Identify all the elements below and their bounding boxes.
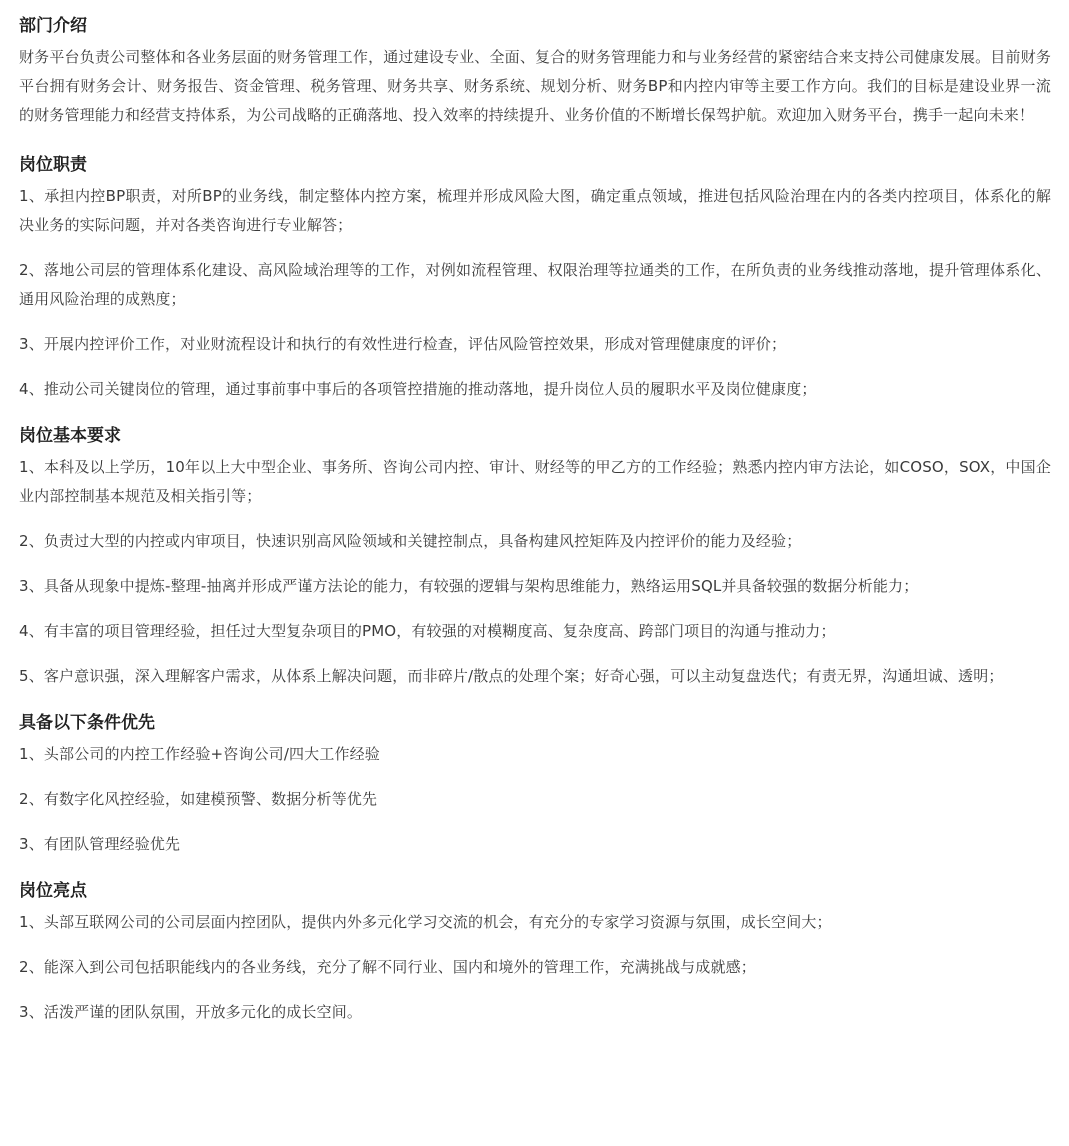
- section-title-duties: 岗位职责: [19, 155, 87, 175]
- section-preferred: [19, 709, 1051, 859]
- section-title-intro: 部门介绍: [19, 16, 87, 36]
- duty-item: 2、落地公司层的管理体系化建设、高风险域治理等的工作，对例如流程管理、权限治理等拉通类的工作，在所负责的业务线推动落地，提升管理体系化、通用风险治理的成熟度；: [19, 261, 1051, 308]
- preferred-item: 3、有团队管理经验优先: [19, 835, 181, 853]
- section-highlights: [19, 877, 1051, 1027]
- duty-item: 3、开展内控评价工作，对业财流程设计和执行的有效性进行检查，评估风险管控效果，形成对管理健康度的评价；: [19, 335, 787, 353]
- section-requirements: [19, 422, 1051, 691]
- requirement-item: 4、有丰富的项目管理经验，担任过大型复杂项目的PMO，有较强的对模糊度高、复杂度高、跨部门项目的沟通与推动力；: [19, 622, 836, 640]
- highlight-item: 2、能深入到公司包括职能线内的各业务线，充分了解不同行业、国内和境外的管理工作，充满挑战与成就感；: [19, 958, 756, 976]
- section-title-highlights: 岗位亮点: [19, 881, 87, 901]
- intro-paragraph: 财务平台负责公司整体和各业务层面的财务管理工作，通过建设专业、全面、复合的财务管理能力和与业务经营的紧密结合来支持公司健康发展。目前财务平台拥有财务会计、财务报告、资金管理、税务管理、财务共享、财务系统、规划分析、财务BP和内控内审等主要工作方向。我们的目标是建设业界一流的财务管理能力和经营支持体系，为公司战略的正确落地、投入效率的持续提升、业务价值的不断增长保驾护航。欢迎加入财务平台，携手一起向未来！: [19, 48, 1051, 124]
- highlight-item: 3、活泼严谨的团队氛围，开放多元化的成长空间。: [19, 1003, 362, 1021]
- duty-item: 1、承担内控BP职责，对所BP的业务线，制定整体内控方案，梳理并形成风险大图，确定重点领域，推进包括风险治理在内的各类内控项目，体系化的解决业务的实际问题，并对各类咨询进行专业解答；: [19, 187, 1051, 234]
- spacer: [19, 404, 1051, 422]
- preferred-item: 1、头部公司的内控工作经验+咨询公司/四大工作经验: [19, 745, 380, 763]
- preferred-item: 2、有数字化风控经验，如建模预警、数据分析等优先: [19, 790, 378, 808]
- spacer: [19, 691, 1051, 709]
- requirement-item: 1、本科及以上学历，10年以上大中型企业、事务所、咨询公司内控、审计、财经等的甲乙方的工作经验；熟悉内控内审方法论，如COSO，SOX，中国企业内部控制基本规范及相关指引等；: [19, 458, 1051, 505]
- spacer: [19, 859, 1051, 877]
- requirement-item: 5、客户意识强，深入理解客户需求，从体系上解决问题，而非碎片/散点的处理个案；好奇心强，可以主动复盘迭代；有责无界，沟通坦诚、透明；: [19, 667, 1004, 685]
- duty-item: 4、推动公司关键岗位的管理，通过事前事中事后的各项管控措施的推动落地，提升岗位人员的履职水平及岗位健康度；: [19, 380, 817, 398]
- requirement-item: 3、具备从现象中提炼-整理-抽离并形成严谨方法论的能力，有较强的逻辑与架构思维能力，熟络运用SQL并具备较强的数据分析能力；: [19, 577, 919, 595]
- section-title-preferred: 具备以下条件优先: [19, 713, 155, 733]
- section-duties: [19, 151, 1051, 404]
- requirement-item: 2、负责过大型的内控或内审项目，快速识别高风险领域和关键控制点，具备构建风控矩阵及内控评价的能力及经验；: [19, 532, 802, 550]
- section-title-requirements: 岗位基本要求: [19, 426, 121, 446]
- spacer: [19, 130, 1051, 151]
- highlight-item: 1、头部互联网公司的公司层面内控团队，提供内外多元化学习交流的机会，有充分的专家学习资源与氛围，成长空间大；: [19, 913, 832, 931]
- section-department-intro: [19, 12, 1051, 130]
